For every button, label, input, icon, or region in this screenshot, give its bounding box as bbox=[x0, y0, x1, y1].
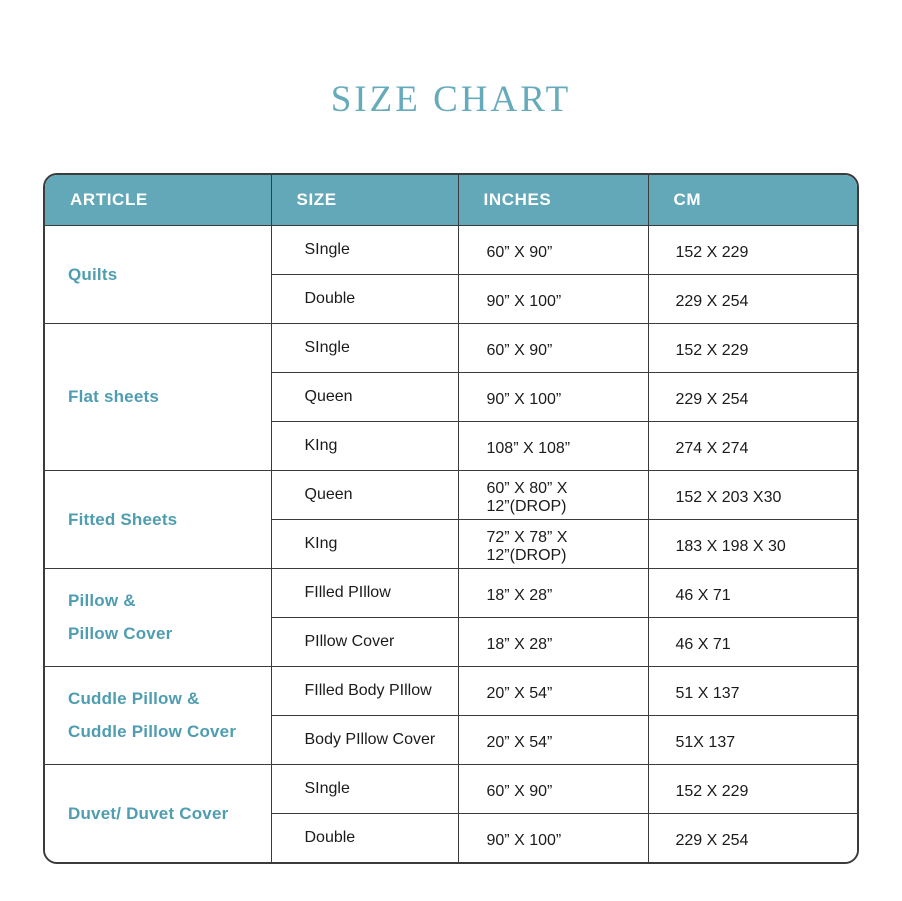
article-cell-flat-sheets bbox=[45, 324, 271, 471]
size-cell: SIngle bbox=[271, 765, 458, 814]
article-label: Cuddle Pillow Cover bbox=[68, 722, 237, 741]
article-label: Pillow & bbox=[68, 591, 136, 610]
cm-cell: 229 X 254 bbox=[648, 373, 859, 422]
cm-cell: 152 X 229 bbox=[648, 765, 859, 814]
size-cell: Queen bbox=[271, 471, 458, 520]
article-label: Fitted Sheets bbox=[68, 509, 178, 529]
size-cell: Double bbox=[271, 275, 458, 324]
table-row bbox=[45, 569, 859, 618]
article-cell-fitted-sheets bbox=[45, 471, 271, 569]
header-inches: INCHES bbox=[458, 175, 648, 226]
cm-cell: 152 X 229 bbox=[648, 324, 859, 373]
article-label: Quilts bbox=[68, 264, 118, 284]
inches-cell: 18” X 28” bbox=[458, 618, 648, 667]
article-label: Flat sheets bbox=[68, 387, 160, 406]
cm-cell: 51 X 137 bbox=[648, 667, 859, 716]
article-cell-cuddle-pillow bbox=[45, 667, 271, 765]
article-label: Pillow Cover bbox=[68, 624, 173, 643]
cm-cell: 152 X 203 X30 bbox=[648, 471, 859, 520]
inches-cell: 90” X 100” bbox=[458, 814, 648, 863]
size-chart-table bbox=[45, 175, 859, 862]
header-size: SIZE bbox=[271, 175, 458, 226]
inches-cell: 90” X 100” bbox=[458, 373, 648, 422]
cm-cell: 229 X 254 bbox=[648, 814, 859, 863]
table-row bbox=[45, 226, 859, 275]
header-row bbox=[45, 175, 859, 226]
cm-cell: 51X 137 bbox=[648, 716, 859, 765]
inches-cell: 60” X 90” bbox=[458, 324, 648, 373]
size-cell: PIllow Cover bbox=[271, 618, 458, 667]
article-cell-quilts bbox=[45, 226, 271, 324]
size-cell: Body PIllow Cover bbox=[271, 716, 458, 765]
cm-cell: 183 X 198 X 30 bbox=[648, 520, 859, 569]
table-row bbox=[45, 765, 859, 814]
inches-cell: 60” X 80” X 12”(DROP) bbox=[458, 471, 648, 520]
inches-cell: 20” X 54” bbox=[458, 667, 648, 716]
inches-cell: 90” X 100” bbox=[458, 275, 648, 324]
table-row bbox=[45, 667, 859, 716]
size-cell: KIng bbox=[271, 520, 458, 569]
article-cell-pillow bbox=[45, 569, 271, 667]
inches-cell: 108” X 108” bbox=[458, 422, 648, 471]
header-cm: CM bbox=[648, 175, 859, 226]
table-row bbox=[45, 471, 859, 520]
table-row bbox=[45, 324, 859, 373]
size-cell: KIng bbox=[271, 422, 458, 471]
size-cell: Queen bbox=[271, 373, 458, 422]
inches-cell: 18” X 28” bbox=[458, 569, 648, 618]
inches-cell: 60” X 90” bbox=[458, 226, 648, 275]
size-cell: SIngle bbox=[271, 324, 458, 373]
article-cell-duvet bbox=[45, 765, 271, 863]
inches-cell: 60” X 90” bbox=[458, 765, 648, 814]
header-article: ARTICLE bbox=[45, 175, 271, 226]
cm-cell: 152 X 229 bbox=[648, 226, 859, 275]
article-label: Duvet/ Duvet Cover bbox=[68, 803, 229, 823]
size-cell: Double bbox=[271, 814, 458, 863]
size-cell: SIngle bbox=[271, 226, 458, 275]
cm-cell: 46 X 71 bbox=[648, 569, 859, 618]
inches-cell: 20” X 54” bbox=[458, 716, 648, 765]
page-title: SIZE CHART bbox=[330, 79, 572, 120]
inches-cell: 72” X 78” X 12”(DROP) bbox=[458, 520, 648, 569]
size-cell: FIlled Body PIllow bbox=[271, 667, 458, 716]
cm-cell: 229 X 254 bbox=[648, 275, 859, 324]
cm-cell: 46 X 71 bbox=[648, 618, 859, 667]
size-cell: FIlled PIllow bbox=[271, 569, 458, 618]
cm-cell: 274 X 274 bbox=[648, 422, 859, 471]
size-chart-table-container bbox=[43, 173, 859, 864]
article-label: Cuddle Pillow & bbox=[68, 689, 200, 708]
